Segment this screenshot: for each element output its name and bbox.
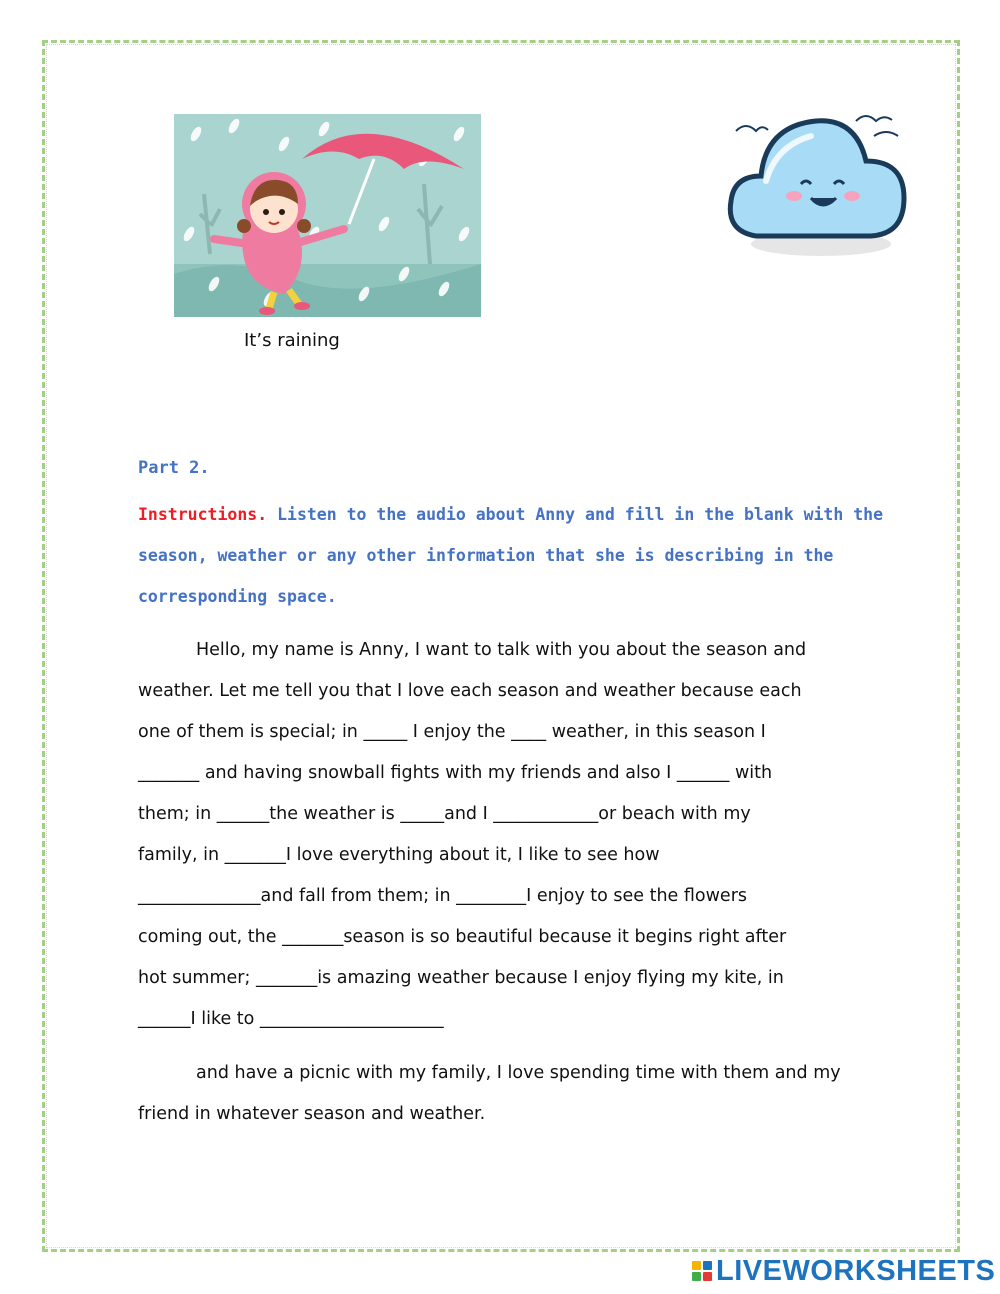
story-line: them; in ______the weather is _____and I ____________or beach with my [138, 804, 751, 824]
image-caption: It’s raining [244, 330, 340, 351]
logo-icon [692, 1261, 712, 1281]
story-line: one of them is special; in _____ I enjoy the ____ weather, in this season I [138, 722, 766, 742]
story-line: coming out, the _______season is so beautiful because it begins right after [138, 927, 787, 947]
story-paragraph-1 [138, 630, 868, 1040]
story-line: ______I like to _____________________ [138, 1009, 444, 1029]
instructions-label: Instructions. [138, 505, 268, 524]
instructions [138, 494, 884, 617]
story-line: Hello, my name is Anny, I want to talk with you about the season and [196, 640, 807, 660]
instructions-line: Listen to the audio about Anny and fill in the blank with the [267, 505, 884, 524]
instructions-line: corresponding space. [138, 587, 337, 606]
story-line: and have a picnic with my family, I love spending time with them and my [196, 1063, 841, 1083]
story-line: hot summer; _______is amazing weather because I enjoy flying my kite, in [138, 968, 784, 988]
instructions-line: season, weather or any other information that she is describing in the [138, 546, 834, 565]
liveworksheets-logo[interactable] [692, 1254, 995, 1288]
story-line: _______ and having snowball fights with my friends and also I ______ with [138, 763, 773, 783]
story-line: friend in whatever season and weather. [138, 1104, 486, 1124]
smiling-cloud-illustration [726, 106, 912, 262]
story-paragraph-2 [138, 1053, 868, 1135]
logo-text: LIVEWORKSHEETS [716, 1254, 996, 1287]
story-line: family, in _______I love everything about it, I like to see how [138, 845, 660, 865]
part-title: Part 2. [138, 458, 210, 478]
story-line: ______________and fall from them; in ________I enjoy to see the flowers [138, 886, 748, 906]
raining-girl-illustration [174, 114, 481, 317]
story-line: weather. Let me tell you that I love each season and weather because each [138, 681, 802, 701]
